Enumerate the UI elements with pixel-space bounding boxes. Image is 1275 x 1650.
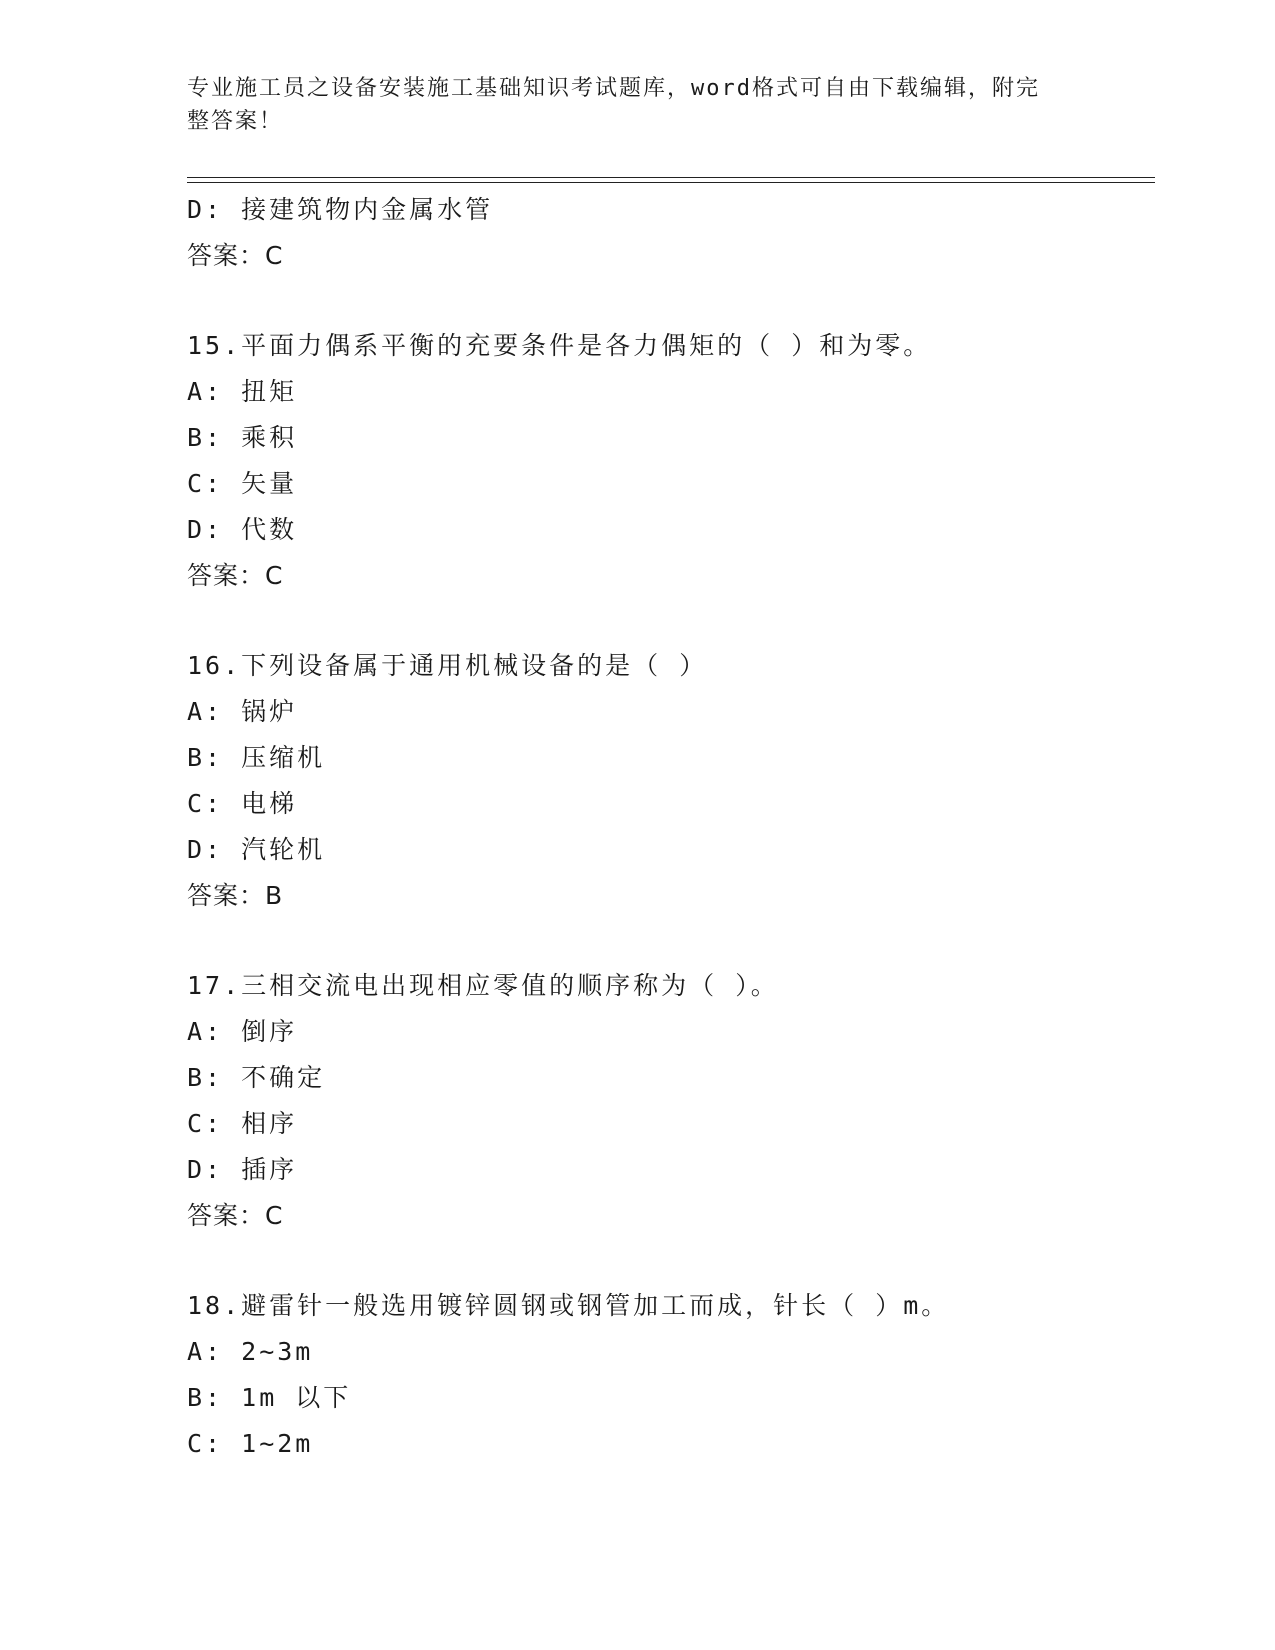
question-list: [187, 187, 1147, 1467]
option-a: A: 扭矩: [187, 377, 298, 406]
option-b: B: 压缩机: [187, 743, 326, 772]
question-spacer: [187, 919, 1147, 963]
question-stem: 15.平面力偶系平衡的充要条件是各力偶矩的（ ）和为零。: [187, 331, 932, 360]
question-stem: 18.避雷针一般选用镀锌圆钢或钢管加工而成，针长（ ）m。: [187, 1291, 950, 1320]
option-b: B: 乘积: [187, 423, 298, 452]
option-a: A: 倒序: [187, 1017, 298, 1046]
question-answer: 答案：C: [187, 1201, 284, 1230]
option-a: A: 锅炉: [187, 697, 298, 726]
question-answer: 答案：C: [187, 561, 284, 590]
option-c: C: 1~2m: [187, 1429, 314, 1458]
question-spacer: [187, 1239, 1147, 1283]
question-stem: 17.三相交流电出现相应零值的顺序称为（ ）。: [187, 971, 779, 1000]
prev-question-option-d: D: 接建筑物内金属水管: [187, 195, 494, 224]
option-c: C: 电梯: [187, 789, 298, 818]
header-divider-bottom: [187, 182, 1155, 183]
question-17: [187, 963, 1147, 1239]
header-divider-top: [187, 177, 1155, 178]
question-15: [187, 323, 1147, 599]
header-line-2: 整答案！: [187, 109, 284, 134]
question-18: [187, 1283, 1147, 1467]
question-spacer: [187, 279, 1147, 323]
document-header: [187, 72, 1067, 138]
question-spacer: [187, 599, 1147, 643]
option-a: A: 2~3m: [187, 1337, 314, 1366]
prev-question-answer: 答案：C: [187, 241, 284, 270]
option-b: B: 1m 以下: [187, 1383, 352, 1412]
question-answer: 答案：B: [187, 881, 284, 910]
question-16: [187, 643, 1147, 919]
header-line-1: 专业施工员之设备安装施工基础知识考试题库，word格式可自由下载编辑，附完: [187, 76, 1040, 101]
option-c: C: 矢量: [187, 469, 298, 498]
question-stem: 16.下列设备属于通用机械设备的是（ ）: [187, 651, 708, 680]
option-c: C: 相序: [187, 1109, 298, 1138]
option-b: B: 不确定: [187, 1063, 326, 1092]
option-d: D: 汽轮机: [187, 835, 326, 864]
option-d: D: 代数: [187, 515, 298, 544]
option-d: D: 插序: [187, 1155, 298, 1184]
